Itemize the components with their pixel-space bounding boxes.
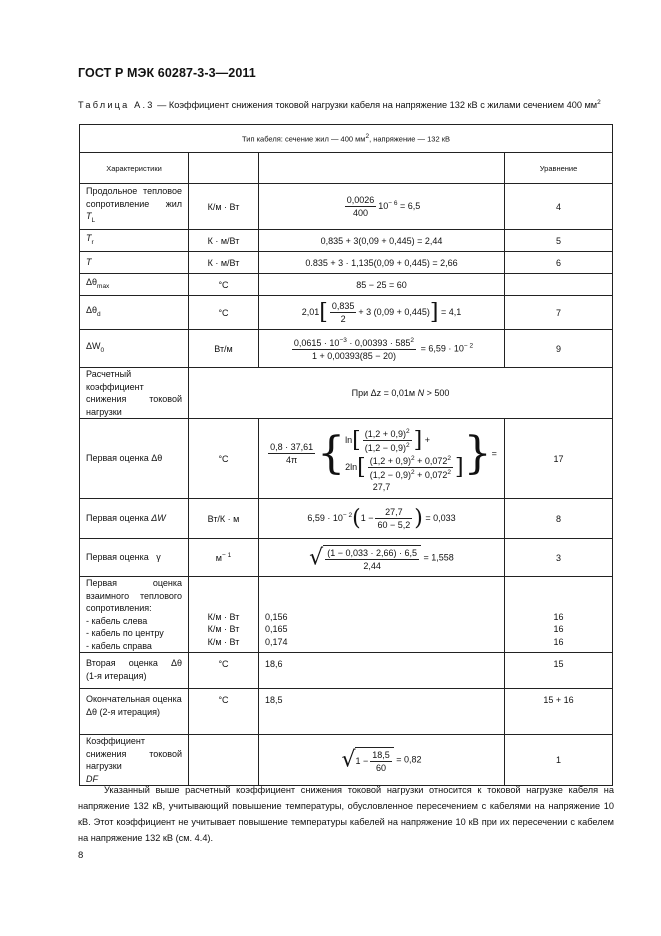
row-value: $\frac{0,0026}{400}$ $10^{- 6} = 6,5$	[259, 184, 505, 230]
table-row	[80, 274, 613, 296]
table-row	[80, 689, 613, 735]
fraction: $\frac{(1,2 + 0,9)^2}{(1,2 - 0,9)^2}$	[364, 427, 410, 453]
coefficient-table	[79, 124, 613, 786]
row-char-text: Продольное тепловое сопротивление жил	[86, 186, 182, 209]
explanation-paragraph: Указанный выше расчетный коэффициент снижения токовой нагрузки относится к токовой нагрузке кабеля на напряжение 132 кВ, учитывающий повышение температуры, обусловленное пересечением с кабелями на напряжение 10 кВ. Этот коэффициент не учитывает повышение температуры кабелей на напряжение 10 кВ при их пересечении с кабелем на напряжение 132 кВ (см. 4.4).	[78, 785, 614, 843]
row-characteristic: $T_r$	[80, 230, 189, 252]
table-row	[80, 419, 613, 499]
row-unit: $м^{- 1}$	[189, 539, 259, 577]
header-unit-empty	[189, 153, 259, 184]
row-equation: 4	[505, 184, 613, 230]
row-characteristic: Расчетный коэффициент снижения токовой нагрузки	[80, 368, 189, 419]
table-row	[80, 252, 613, 274]
row-characteristic	[80, 184, 189, 230]
table-row	[80, 653, 613, 689]
row-equation: 9	[505, 330, 613, 368]
row-value: 0.835 + 3 · 1,135(0,09 + 0,445) = 2,66	[259, 252, 505, 274]
row-value: 0,835 + 3(0,09 + 0,445) = 2,44	[259, 230, 505, 252]
caption-sup: 2	[597, 99, 601, 106]
fraction: $\frac{18,5}{60}$	[372, 750, 390, 773]
row-value: $\frac{0,8 \cdot 37,61}{4\pi}$ { ln[ $\frac{(1,2 + 0,9)^2}{(1,2 - 0,9)^2}$ ] + 2ln[ $\frac{(1,2 + 0,9)^2 + 0,072^2}{(1,2 - 0,9)^2 + 0,072^2}$ ] }= 27,7	[259, 419, 505, 499]
row-value: $6,59 \cdot 10^{- 2}(1$ − $\frac{27,7}{60 - 5,2}$ ) = 0,033	[259, 499, 505, 539]
row-characteristic: Первая оценка ΔW	[80, 499, 189, 539]
row-unit: К/м · Вт	[189, 184, 259, 230]
row-characteristic: Первая оценка взаимного теплового сопротивления: - кабель слева - кабель по центру - кабель справа	[80, 577, 189, 653]
header-value-empty	[259, 153, 505, 184]
fraction: $\frac{0,0026}{400}$	[346, 195, 375, 218]
row-value: При Δz = 0,01м N > 500	[189, 368, 613, 419]
row-value: √1 − $\frac{18,5}{60}$ = 0,82	[259, 735, 505, 786]
row-unit: °С	[189, 296, 259, 330]
row-unit: °С	[189, 689, 259, 735]
row-unit: К · м/Вт	[189, 252, 259, 274]
table-row	[80, 577, 613, 653]
cable-type-rest: , напряжение — 132 кВ	[369, 134, 451, 144]
table-row	[80, 499, 613, 539]
row-equation: 16 16 16	[505, 577, 613, 653]
row-unit: Вт/К · м	[189, 499, 259, 539]
row-value: 2,01[ $\frac{0,835}{2}$ + 3 (0,09 + 0,445)] = 4,1	[259, 296, 505, 330]
table-row	[80, 539, 613, 577]
table-row	[80, 184, 613, 230]
square-root: √1 − $\frac{18,5}{60}$	[341, 747, 393, 773]
row-characteristic: $\Delta\theta_{max}$	[80, 274, 189, 296]
row-equation: 5	[505, 230, 613, 252]
table-top-header	[80, 125, 613, 153]
row-equation: 7	[505, 296, 613, 330]
table-row	[80, 296, 613, 330]
column-header-row	[80, 153, 613, 184]
row-characteristic: Вторая оценка Δθ (1-я итерация)	[80, 653, 189, 689]
row-unit	[189, 735, 259, 786]
row-symbol: T	[86, 211, 92, 222]
row-value: $\frac{0,0615 \cdot 10^{-3} \cdot 0,00393 \cdot 585^2}{1 + 0,00393(85 - 20)}$ = $6,59 \cdot 10^{- 2}$	[259, 330, 505, 368]
row-characteristic: Окончательная оценка Δθ (2-я итерация)	[80, 689, 189, 735]
header-characteristics: Характеристики	[80, 153, 189, 184]
row-value: √ $\frac{(1 - 0,033 \cdot 2,66) \cdot 6,5}{2,44}$ = 1,558	[259, 539, 505, 577]
row-value: 0,156 0,165 0,174	[259, 577, 505, 653]
row-value: 85 − 25 = 60	[259, 274, 505, 296]
row-value: 18,6	[259, 653, 505, 689]
row-unit: °С	[189, 653, 259, 689]
row-equation: 1	[505, 735, 613, 786]
table-row	[80, 230, 613, 252]
fraction: $\frac{0,835}{2}$	[331, 301, 355, 324]
row-characteristic: $\Delta W_0$	[80, 330, 189, 368]
row-equation: 3	[505, 539, 613, 577]
row-unit: °С	[189, 419, 259, 499]
fraction: $\frac{0,0615 \cdot 10^{-3} \cdot 0,00393 \cdot 585^2}{1 + 0,00393(85 - 20)}$	[293, 336, 415, 361]
square-root: √ $\frac{(1 - 0,033 \cdot 2,66) \cdot 6,5}{2,44}$	[309, 545, 421, 571]
header-equation: Уравнение	[505, 153, 613, 184]
row-characteristic: Первая оценка Δθ	[80, 419, 189, 499]
row-characteristic: Коэффициент снижения токовой нагрузки DF	[80, 735, 189, 786]
row-equation: 15	[505, 653, 613, 689]
row-value: 18,5	[259, 689, 505, 735]
document-header: ГОСТ Р МЭК 60287-3-3—2011	[78, 66, 256, 80]
row-equation: 6	[505, 252, 613, 274]
cable-type-label: Тип кабеля: сечение жил — 400 мм	[242, 134, 366, 144]
row-unit: °С	[189, 274, 259, 296]
row-characteristic: T	[80, 252, 189, 274]
fraction: $\frac{27,7}{60 - 5,2}$	[377, 507, 411, 530]
fraction: $\frac{0,8 \cdot 37,61}{4\pi}$	[270, 442, 314, 465]
row-unit: К/м · Вт К/м · Вт К/м · Вт	[189, 577, 259, 653]
row-characteristic: Первая оценка γ	[80, 539, 189, 577]
row-characteristic: $\Delta\theta_d$	[80, 296, 189, 330]
caption-lead: Таблица А.3	[78, 100, 155, 111]
fraction: $\frac{(1 - 0,033 \cdot 2,66) \cdot 6,5}{2,44}$	[327, 547, 418, 571]
table-row	[80, 368, 613, 419]
row-equation	[505, 274, 613, 296]
table-row	[80, 735, 613, 786]
table-caption	[78, 96, 618, 112]
row-symbol-sub: L	[91, 217, 96, 225]
page-number: 8	[78, 850, 84, 861]
table-row	[80, 330, 613, 368]
row-equation: 17	[505, 419, 613, 499]
row-equation: 15 + 16	[505, 689, 613, 735]
row-unit: Вт/м	[189, 330, 259, 368]
fraction: $\frac{(1,2 + 0,9)^2 + 0,072^2}{(1,2 - 0,9)^2 + 0,072^2}$	[369, 454, 452, 480]
row-equation: 8	[505, 499, 613, 539]
cable-type-sup: 2	[365, 133, 370, 141]
row-unit: К · м/Вт	[189, 230, 259, 252]
caption-text: — Коэффициент снижения токовой нагрузки кабеля на напряжение 132 кВ с жилами сечением 400 мм	[154, 100, 598, 111]
